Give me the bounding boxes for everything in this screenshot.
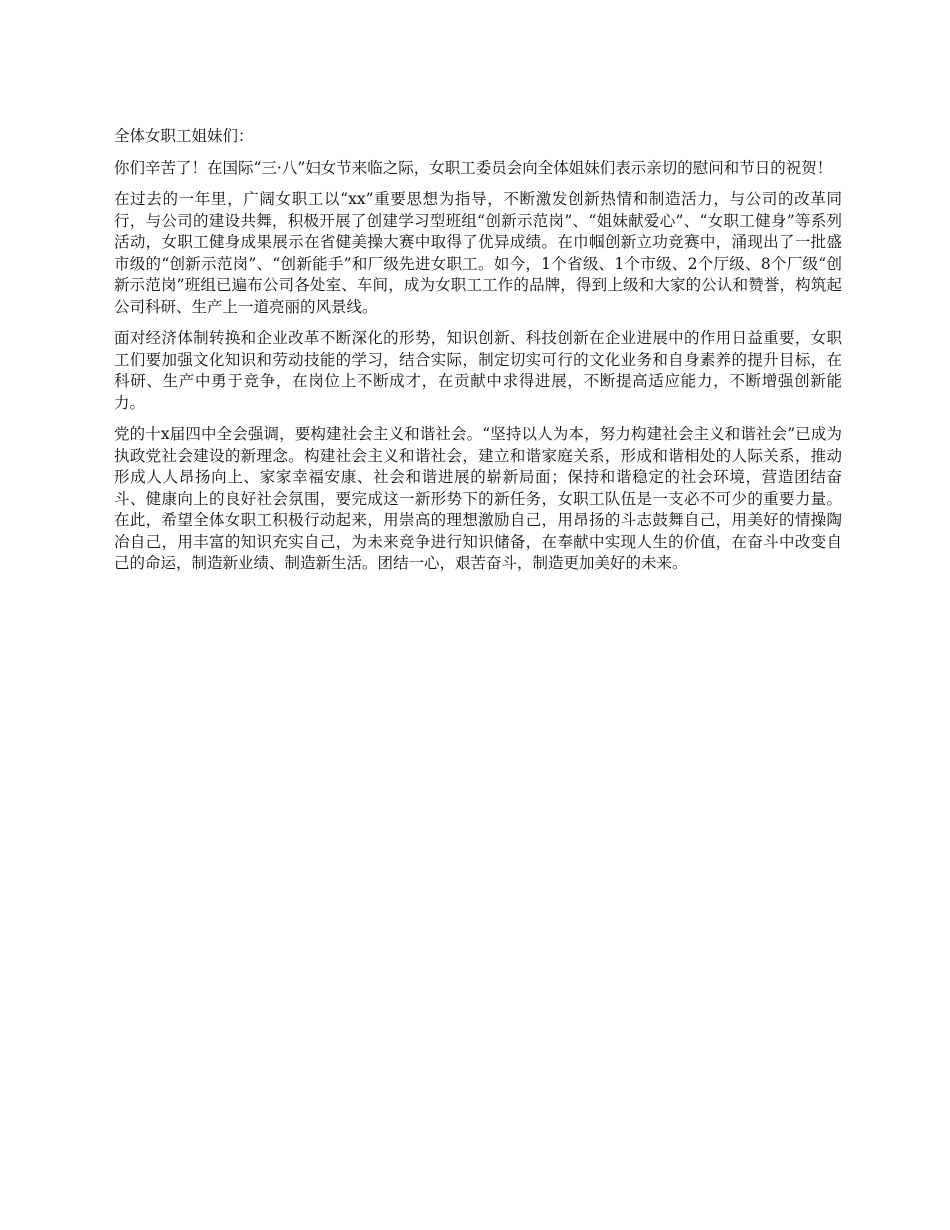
paragraph-greeting: 你们辛苦了！在国际“三·八”妇女节来临之际，女职工委员会向全体姐妹们表示亲切的慰问和节日的祝贺！ xyxy=(114,158,833,177)
document-body xyxy=(114,126,842,585)
paragraph-learning: 面对经济体制转换和企业改革不断深化的形势，知识创新、科技创新在企业进展中的作用日益重要，女职工们要加强文化知识和劳动技能的学习，结合实际，制定切实可行的文化业务和自身素养的提升目标，在科研、生产中勇于竞争，在岗位上不断成才，在贡献中求得进展，不断提高适应能力，不断增强创新能力。 xyxy=(114,329,842,412)
paragraph-harmony: 党的十x届四中全会强调，要构建社会主义和谐社会。“坚持以人为本，努力构建社会主义和谐社会”已成为执政党社会建设的新理念。构建社会主义和谐社会，建立和谐家庭关系，形成和谐相处的人际关系，推动形成人人昂扬向上、家家幸福安康、社会和谐进展的崭新局面；保持和谐稳定的社会环境，营造团结奋斗、健康向上的良好社会氛围，要完成这一新形势下的新任务，女职工队伍是一支必不可少的重要力量。在此，希望全体女职工积极行动起来，用崇高的理想激励自己，用昂扬的斗志鼓舞自己，用美好的情操陶冶自己，用丰富的知识充实自己，为未来竞争进行知识储备，在奉献中实现人生的价值，在奋斗中改变自己的命运，制造新业绩、制造新生活。团结一心，艰苦奋斗，制造更加美好的未来。 xyxy=(114,425,842,572)
paragraph-achievements: 在过去的一年里，广阔女职工以“xx”重要思想为指导，不断激发创新热情和制造活力，与公司的改革同行，与公司的建设共舞，积极开展了创建学习型班组“创新示范岗”、“姐妹献爱心”、“女职工健身”等系列活动，女职工健身成果展示在省健美操大赛中取得了优异成绩。在巾帼创新立功竞赛中，涌现出了一批盛市级的“创新示范岗”、“创新能手”和厂级先进女职工。如今，1个省级、1个市级、2个厅级、8个厂级“创新示范岗”班组已遍布公司各处室、车间，成为女职工工作的品牌，得到上级和大家的公认和赞誉，构筑起公司科研、生产上一道亮丽的风景线。 xyxy=(114,190,842,316)
salutation: 全体女职工姐妹们： xyxy=(114,127,254,145)
